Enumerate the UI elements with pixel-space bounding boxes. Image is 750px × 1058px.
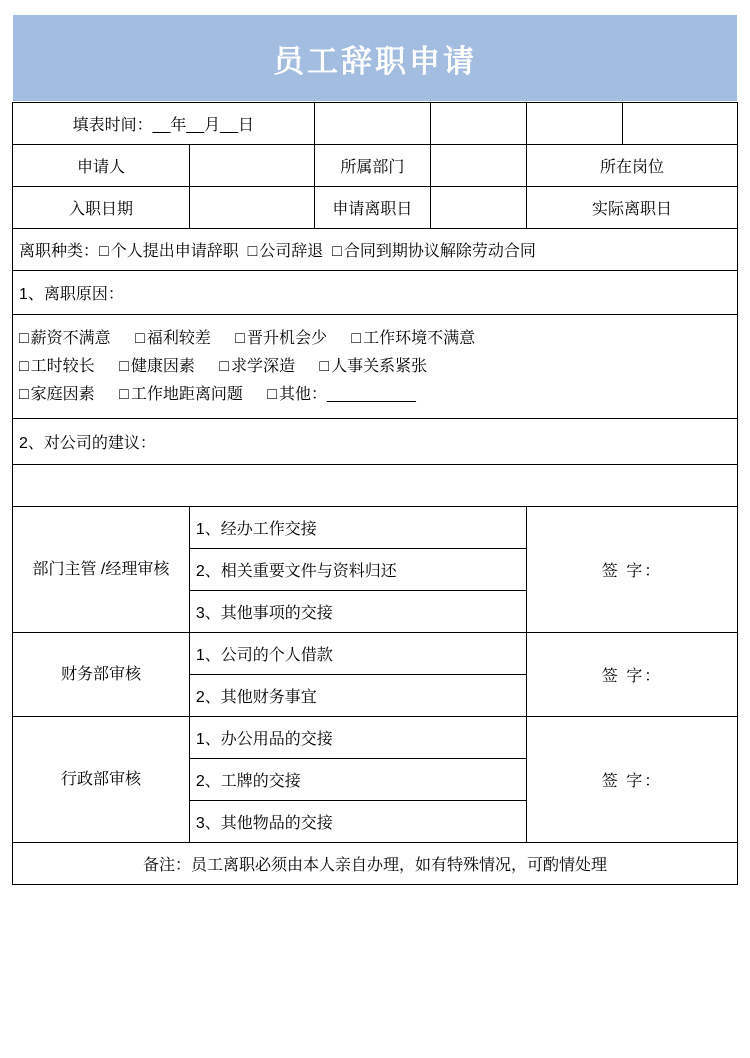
checkbox-icon[interactable]: □ — [351, 329, 362, 347]
leave-type-row — [13, 229, 738, 271]
review-row — [13, 633, 738, 675]
reason-label: 工作环境不满意 — [363, 329, 476, 347]
review-row — [13, 717, 738, 759]
footer-note-row — [13, 843, 738, 885]
leave-type-cell — [13, 229, 738, 271]
apply-leave-date-label: 申请离职日 — [314, 187, 431, 229]
suggestion-textarea[interactable] — [13, 465, 738, 507]
checkbox-icon[interactable]: □ — [235, 329, 245, 347]
reason-option[interactable] — [119, 353, 195, 381]
section1-title: 1、离职原因： — [13, 271, 738, 315]
reason-label: 薪资不满意 — [30, 329, 111, 347]
reason-option-other[interactable] — [267, 381, 416, 409]
reason-label: 福利较差 — [146, 329, 211, 347]
leave-type-label: 离职种类： — [19, 243, 100, 260]
actual-leave-date-label: 实际离职日 — [526, 187, 737, 229]
meta-empty-cell-3 — [526, 103, 622, 145]
review-item: 1、经办工作交接 — [189, 507, 526, 549]
apply-leave-date-value[interactable] — [431, 187, 527, 229]
reason-label: 工作地距离问题 — [130, 385, 243, 403]
reason-option[interactable] — [235, 325, 327, 353]
review-item: 2、相关重要文件与资料归还 — [189, 549, 526, 591]
reason-option[interactable] — [19, 353, 95, 381]
leave-type-option-1[interactable]: 个人提出申请辞职 — [110, 243, 239, 260]
reasons-cell — [13, 315, 738, 419]
meta-empty-cell-2 — [431, 103, 527, 145]
reason-option[interactable] — [135, 325, 211, 353]
fill-time-row — [13, 103, 738, 145]
checkbox-icon[interactable]: □ — [319, 357, 330, 375]
checkbox-icon[interactable]: □ — [332, 243, 342, 260]
page-title: 员工辞职申请 — [273, 43, 477, 79]
reason-line-3 — [19, 381, 731, 409]
section2-blank-row — [13, 465, 738, 507]
reason-label: 工时较长 — [30, 357, 95, 375]
reason-option[interactable] — [19, 381, 95, 409]
meta-empty-cell-4 — [622, 103, 737, 145]
checkbox-icon[interactable]: □ — [219, 357, 229, 375]
applicant-label: 申请人 — [13, 145, 190, 187]
signature-cell-dept-manager[interactable]: 签 字： — [526, 507, 737, 633]
section2-title-row — [13, 419, 738, 465]
checkbox-icon[interactable]: □ — [19, 357, 29, 375]
section2-title: 2、对公司的建议： — [13, 419, 738, 465]
document-title-bar — [12, 14, 738, 102]
reason-label: 其他：__________ — [278, 385, 416, 403]
hire-date-row — [13, 187, 738, 229]
section1-title-row — [13, 271, 738, 315]
section1-reasons-row — [13, 315, 738, 419]
checkbox-icon[interactable]: □ — [247, 243, 258, 260]
review-item: 3、其他物品的交接 — [189, 801, 526, 843]
reason-option[interactable] — [319, 353, 427, 381]
checkbox-icon[interactable]: □ — [119, 385, 129, 403]
checkbox-icon[interactable]: □ — [99, 243, 109, 260]
footer-note: 备注：员工离职必须由本人亲自办理，如有特殊情况，可酌情处理 — [13, 843, 738, 885]
review-name-finance: 财务部审核 — [13, 633, 190, 717]
applicant-value[interactable] — [189, 145, 314, 187]
reason-line-1 — [19, 325, 731, 353]
reason-option[interactable] — [19, 325, 111, 353]
reason-label: 晋升机会少 — [246, 329, 327, 347]
reason-line-2 — [19, 353, 731, 381]
meta-empty-cell-1 — [314, 103, 431, 145]
reason-label: 求学深造 — [230, 357, 295, 375]
review-item: 2、其他财务事宜 — [189, 675, 526, 717]
position-label: 所在岗位 — [526, 145, 737, 187]
signature-cell-admin[interactable]: 签 字： — [526, 717, 737, 843]
review-name-dept-manager: 部门主管 /经理审核 — [13, 507, 190, 633]
review-item: 3、其他事项的交接 — [189, 591, 526, 633]
applicant-row — [13, 145, 738, 187]
reason-label: 家庭因素 — [30, 385, 95, 403]
reason-option[interactable] — [119, 381, 243, 409]
fill-time-cell — [13, 103, 315, 145]
leave-type-option-2[interactable]: 公司辞退 — [259, 243, 324, 260]
hire-date-value[interactable] — [189, 187, 314, 229]
hire-date-label: 入职日期 — [13, 187, 190, 229]
review-item: 2、工牌的交接 — [189, 759, 526, 801]
signature-cell-finance[interactable]: 签 字： — [526, 633, 737, 717]
review-item: 1、办公用品的交接 — [189, 717, 526, 759]
reason-option[interactable] — [219, 353, 295, 381]
checkbox-icon[interactable]: □ — [19, 329, 29, 347]
fill-time-label: 填表时间：__年__月__日 — [72, 117, 254, 134]
review-name-admin: 行政部审核 — [13, 717, 190, 843]
reason-label: 人事关系紧张 — [331, 357, 428, 375]
checkbox-icon[interactable]: □ — [19, 385, 29, 403]
leave-type-option-3[interactable]: 合同到期协议解除劳动合同 — [343, 243, 536, 260]
department-value[interactable] — [431, 145, 527, 187]
checkbox-icon[interactable]: □ — [119, 357, 129, 375]
department-label: 所属部门 — [314, 145, 431, 187]
checkbox-icon[interactable]: □ — [135, 329, 145, 347]
reason-label: 健康因素 — [130, 357, 195, 375]
reason-option[interactable] — [351, 325, 475, 353]
review-row — [13, 507, 738, 549]
resignation-form-table — [12, 102, 738, 885]
checkbox-icon[interactable]: □ — [267, 385, 277, 403]
review-item: 1、公司的个人借款 — [189, 633, 526, 675]
